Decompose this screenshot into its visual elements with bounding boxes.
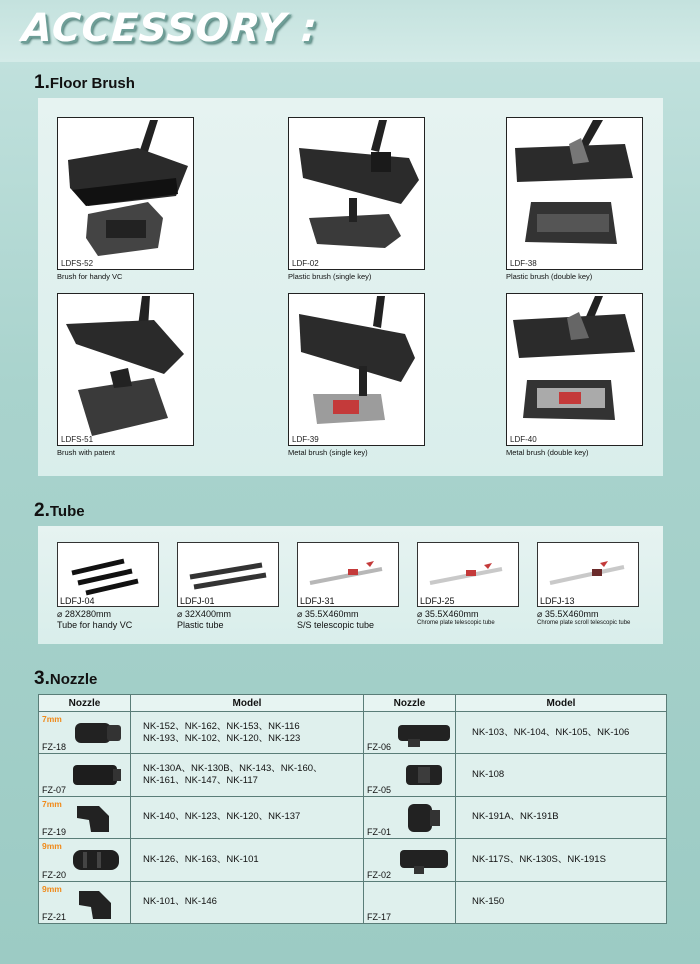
brush-description: Plastic brush (double key): [506, 272, 593, 281]
brush-description: Brush for handy VC: [57, 272, 123, 281]
tube-size: ⌀ 35.5X460mm: [537, 609, 599, 619]
nozzle-code: FZ-19: [42, 827, 67, 838]
brush-plastic-double-icon: [507, 118, 643, 270]
tube-card[interactable]: [417, 542, 521, 626]
tube-size: ⌀ 32X400mm: [177, 609, 231, 619]
brush-metal-double-icon: [507, 294, 643, 446]
tube-code: LDFJ-31: [300, 596, 335, 606]
nozzle-cell[interactable]: [363, 754, 455, 796]
tube-code: LDFJ-01: [180, 596, 215, 606]
brush-code: LDF-40: [510, 435, 537, 444]
section-title-floor-brush: [34, 72, 135, 94]
brush-code: LDF-39: [292, 435, 319, 444]
section-number: 3.: [34, 668, 50, 689]
nozzle-code: FZ-21: [42, 912, 67, 922]
model-cell: [131, 712, 364, 754]
floor-brush-photo: [288, 117, 425, 270]
floor-brush-card[interactable]: [506, 117, 643, 281]
table-row: [39, 796, 667, 838]
column-header-model: Model: [455, 695, 666, 712]
model-cell: [455, 839, 666, 881]
tube-photo: [297, 542, 399, 607]
tube-card[interactable]: [297, 542, 401, 630]
model-line: NK-152、NK-162、NK-153、NK-116: [143, 720, 300, 732]
model-cell: [131, 796, 364, 838]
nozzle-code: FZ-07: [42, 784, 67, 795]
nozzle-fz05-icon: [394, 759, 454, 791]
table-row: [39, 712, 667, 754]
nozzle-fz18-icon: [69, 717, 125, 749]
nozzle-fz19-icon: [69, 802, 125, 834]
table-row: [39, 839, 667, 881]
tube-photo: [57, 542, 159, 607]
model-line: NK-108: [471, 769, 505, 781]
model-cell: [131, 839, 364, 881]
nozzle-cell[interactable]: [39, 839, 131, 881]
floor-brush-card[interactable]: [506, 293, 643, 457]
nozzle-fz06-icon: [394, 717, 454, 749]
header-banner: [0, 0, 700, 62]
page-title: ACCESSORY :: [20, 6, 320, 51]
model-line: NK-101、NK-146: [143, 896, 217, 908]
nozzle-fz20-icon: [69, 844, 125, 876]
floor-brush-card[interactable]: [288, 117, 425, 281]
brush-code: LDFS-51: [61, 435, 94, 444]
brush-description: Metal brush (double key): [506, 448, 589, 457]
section-number: 2.: [34, 500, 50, 521]
brush-plastic-single-icon: [289, 118, 425, 270]
model-line: NK-161、NK-147、NK-117: [143, 775, 258, 787]
nozzle-fz21-icon: [69, 887, 125, 921]
column-header-nozzle: Nozzle: [363, 695, 455, 712]
section-label: Floor Brush: [49, 75, 135, 92]
nozzle-fz07-icon: [69, 759, 125, 791]
tube-size: ⌀ 35.5X460mm: [417, 609, 479, 619]
tube-card[interactable]: [57, 542, 161, 630]
table-row: [39, 754, 667, 796]
tube-photo: [177, 542, 279, 607]
nozzle-cell[interactable]: [363, 796, 455, 838]
floor-brush-photo: [57, 293, 194, 446]
nozzle-code: FZ-02: [366, 869, 391, 880]
section-label: Tube: [49, 503, 85, 520]
brush-patent-icon: [58, 294, 194, 446]
model-cell: [131, 881, 364, 923]
nozzle-size-tag: 9mm: [42, 841, 62, 852]
brush-description: Brush with patent: [57, 448, 115, 457]
brush-code: LDF-38: [510, 259, 537, 268]
tube-description: Chrome plate telescopic tube: [417, 620, 495, 626]
nozzle-table: [38, 694, 667, 924]
nozzle-code: FZ-01: [366, 827, 391, 838]
tube-card[interactable]: [537, 542, 641, 626]
brush-description: Plastic brush (single key): [288, 272, 372, 281]
floor-brush-card[interactable]: [57, 293, 194, 457]
column-header-nozzle: Nozzle: [39, 695, 131, 712]
brush-metal-single-icon: [289, 294, 425, 446]
tube-description: Chrome plate scroll telescopic tube: [537, 620, 631, 626]
floor-brush-photo: [506, 293, 643, 446]
nozzle-code: FZ-06: [366, 742, 391, 753]
tube-size: ⌀ 35.5X460mm: [297, 609, 359, 619]
tube-code: LDFJ-04: [60, 596, 95, 606]
model-cell: [455, 796, 666, 838]
tube-photo: [417, 542, 519, 607]
nozzle-size-tag: 7mm: [42, 798, 62, 809]
floor-brush-photo: [288, 293, 425, 446]
tube-description: Tube for handy VC: [57, 620, 133, 630]
floor-brush-photo: [506, 117, 643, 270]
model-cell: [455, 712, 666, 754]
nozzle-code: FZ-17: [366, 912, 391, 922]
floor-brush-panel: [38, 98, 663, 476]
nozzle-cell[interactable]: [39, 754, 131, 796]
tube-panel: [38, 526, 663, 644]
model-line: NK-130A、NK-130B、NK-143、NK-160、: [143, 763, 323, 775]
model-line: NK-140、NK-123、NK-120、NK-137: [143, 811, 301, 823]
table-row: [39, 881, 667, 923]
nozzle-cell[interactable]: [39, 796, 131, 838]
tube-card[interactable]: [177, 542, 281, 630]
brush-code: LDF-02: [292, 259, 319, 268]
section-title-tube: [34, 500, 85, 522]
model-line: NK-126、NK-163、NK-101: [143, 853, 259, 865]
floor-brush-card[interactable]: [57, 117, 194, 281]
model-line: NK-150: [471, 896, 505, 908]
brush-description: Metal brush (single key): [288, 448, 368, 457]
tube-code: LDFJ-13: [540, 596, 575, 606]
nozzle-size-tag: 7mm: [42, 714, 62, 724]
tube-description: Plastic tube: [177, 620, 224, 630]
nozzle-cell[interactable]: [363, 839, 455, 881]
tube-size: ⌀ 28X280mm: [57, 609, 111, 619]
section-title-nozzle: [34, 668, 97, 690]
nozzle-code: FZ-20: [42, 869, 67, 880]
nozzle-fz02-icon: [394, 844, 454, 876]
model-cell: [455, 881, 666, 923]
nozzle-cell[interactable]: [39, 881, 131, 923]
model-line: NK-193、NK-102、NK-120、NK-123: [143, 732, 301, 744]
nozzle-cell[interactable]: [363, 881, 455, 923]
model-line: NK-191A、NK-191B: [471, 811, 559, 823]
brush-handy-icon: [58, 118, 194, 270]
tube-photo: [537, 542, 639, 607]
table-header-row: [39, 695, 667, 712]
floor-brush-photo: [57, 117, 194, 270]
brush-code: LDFS-52: [61, 259, 94, 268]
model-cell: [131, 754, 364, 796]
nozzle-code: FZ-05: [366, 784, 391, 795]
tube-description: S/S telescopic tube: [297, 620, 375, 630]
column-header-model: Model: [131, 695, 364, 712]
model-line: NK-117S、NK-130S、NK-191S: [471, 853, 606, 865]
model-line: NK-103、NK-104、NK-105、NK-106: [471, 726, 630, 738]
nozzle-fz01-icon: [394, 802, 454, 834]
nozzle-cell[interactable]: [363, 712, 455, 754]
nozzle-cell[interactable]: [39, 712, 131, 754]
section-number: 1.: [34, 72, 50, 93]
nozzle-code: FZ-18: [42, 742, 67, 753]
floor-brush-card[interactable]: [288, 293, 425, 457]
nozzle-size-tag: 9mm: [42, 883, 62, 894]
section-label: Nozzle: [49, 671, 98, 688]
model-cell: [455, 754, 666, 796]
tube-code: LDFJ-25: [420, 596, 455, 606]
